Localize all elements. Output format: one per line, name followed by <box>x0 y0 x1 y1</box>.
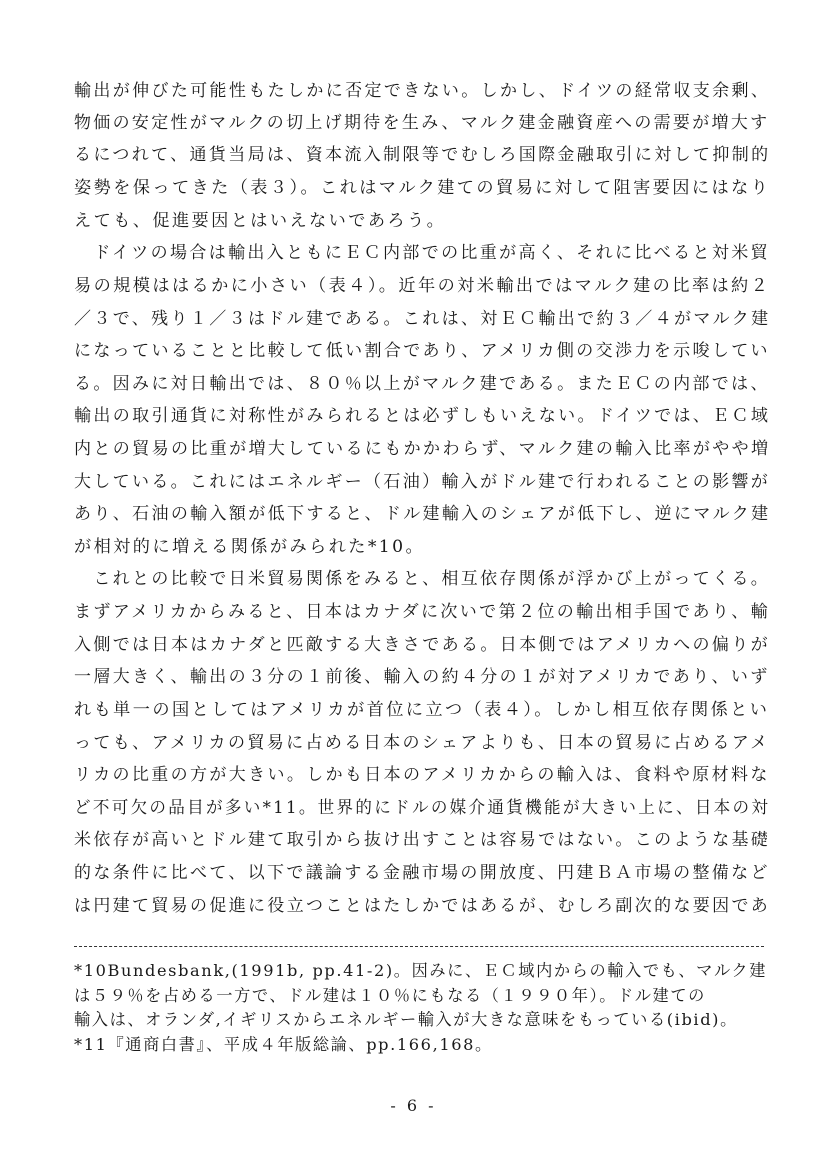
page-number: - 6 - <box>390 1096 437 1115</box>
body-line: るにつれて、通貨当局は、資本流入制限等でむしろ国際金融取引に対して抑制的 <box>74 145 771 165</box>
body-line: 輸出の取引通貨に対称性がみられるとは必ずしもいえない。ドイツでは、ＥＣ域 <box>74 406 771 426</box>
footnote-line: *10Bundesbank,(1991b, pp.41-2)。因みに、ＥＣ域内からの輸入でも、マルク建 <box>74 961 768 980</box>
body-line: 米依存が高いとドル建て取引から抜け出すことは容易ではない。このような基礎 <box>74 830 771 850</box>
body-line: えても、促進要因とはいえないであろう。 <box>74 211 447 231</box>
body-line: 易の規模ははるかに小さい（表４）。近年の対米輸出ではマルク建の比率は約２ <box>74 276 771 296</box>
body-line: る。因みに対日輸出では、８０％以上がマルク建である。またＥＣの内部では、 <box>74 374 770 394</box>
body-line: あり、石油の輸入額が低下すると、ドル建輸入のシェアが低下し、逆にマルク建 <box>74 504 771 524</box>
body-line: 入側では日本はカナダと匹敵する大きさである。日本側ではアメリカへの偏りが <box>74 635 771 655</box>
body-line: れも単一の国としてはアメリカが首位に立つ（表４）。しかし相互依存関係とい <box>74 700 770 720</box>
body-line: 的な条件に比べて、以下で議論する金融市場の開放度、円建ＢＡ市場の整備など <box>74 863 770 883</box>
body-line: は円建て貿易の促進に役立つことはたしかではあるが、むしろ副次的な要因であ <box>74 896 771 916</box>
body-line: まずアメリカからみると、日本はカナダに次いで第２位の輸出相手国であり、輸 <box>74 602 771 622</box>
body-line: 大している。これにはエネルギー（石油）輸入がドル建で行われることの影響が <box>74 472 771 492</box>
body-line: ど不可欠の品目が多い*11。世界的にドルの媒介通貨機能が大きい上に、日本の対 <box>74 798 771 818</box>
body-line: ／３で、残り１／３はドル建である。これは、対ＥＣ輸出で約３／４がマルク建 <box>74 309 771 329</box>
body-line: 一層大きく、輸出の３分の１前後、輸入の約４分の１が対アメリカであり、いず <box>74 667 770 687</box>
body-line: になっていることと比較して低い割合であり、アメリカ側の交渉力を示唆してい <box>74 341 770 361</box>
footnote-line: *11『通商白書』、平成４年版総論、pp.166,168。 <box>74 1035 493 1054</box>
footnote-line: は５９％を占める一方で、ドル建は１０％にもなる（１９９０年）。ドル建ての <box>74 986 706 1005</box>
body-line: 姿勢を保ってきた（表３）。これはマルク建ての貿易に対して阻害要因にはなり <box>74 178 771 198</box>
body-line: が相対的に増える関係がみられた*10。 <box>74 537 426 557</box>
footnote-line: 輸入は、オランダ,イギリスからエネルギー輸入が大きな意味をもっている(ibid)。 <box>74 1010 738 1029</box>
body-line: 内との貿易の比重が増大しているにもかかわらず、マルク建の輸入比率がやや増 <box>74 439 771 459</box>
body-line: 物価の安定性がマルクの切上げ期待を生み、マルク建金融資産への需要が増大す <box>74 113 770 133</box>
body-line: これとの比較で日米貿易関係をみると、相互依存関係が浮かび上がってくる。 <box>74 569 771 589</box>
footnote-divider <box>74 946 764 947</box>
body-line: っても、アメリカの貿易に占める日本のシェアよりも、日本の貿易に占めるアメ <box>74 733 770 753</box>
body-line: リカの比重の方が大きい。しかも日本のアメリカからの輸入は、食料や原材料な <box>74 765 770 785</box>
body-line: 輸出が伸びた可能性もたしかに否定できない。しかし、ドイツの経常収支余剰、 <box>74 81 771 101</box>
body-line: ドイツの場合は輸出入ともにＥＣ内部での比重が高く、それに比べると対米貿 <box>74 243 770 263</box>
